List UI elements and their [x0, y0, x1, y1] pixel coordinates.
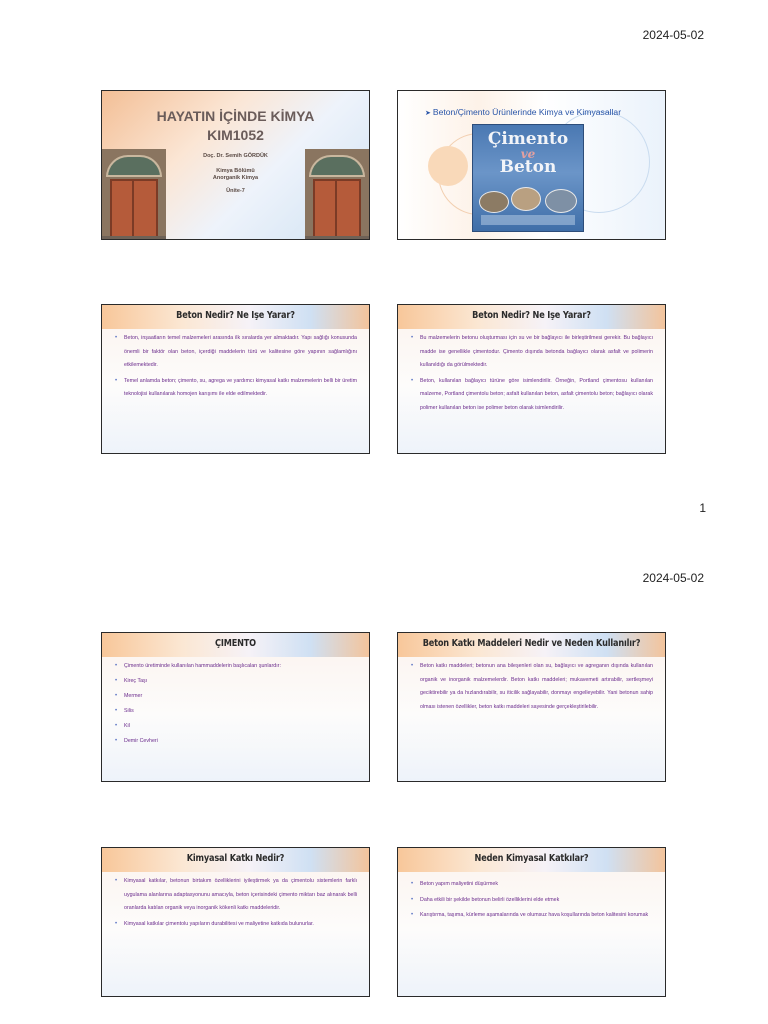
slide-cement-book	[397, 90, 666, 240]
slide-beton-katki	[397, 632, 666, 782]
slide-title	[101, 90, 370, 240]
page-number: 1	[699, 501, 706, 515]
slide-title: Kimyasal Katkı Nedir?	[186, 853, 285, 864]
bullet-list	[408, 878, 653, 925]
bullet-list	[112, 332, 357, 404]
list-item: • Mermer	[124, 690, 357, 703]
slide-beton-nedir-2	[397, 304, 666, 454]
list-item: • Çimento üretiminde kullanılan hammaddelerin başlıcaları şunlardır:	[124, 660, 357, 673]
slide-kimyasal-katki	[101, 847, 370, 997]
list-item: • Karıştırma, taşıma, kürleme aşamalarında ve olumsuz hava koşullarında beton kalitesini korumak	[420, 909, 653, 923]
slide-beton-nedir-1	[101, 304, 370, 454]
slide-cimento	[101, 632, 370, 782]
slide-neden-kimyasal	[397, 847, 666, 997]
book-cover-image: Çimento ve Beton	[472, 124, 584, 232]
list-item: • Kil	[124, 720, 357, 733]
page-date: 2024-05-02	[642, 28, 704, 42]
slide-title: Beton Nedir? Ne İşe Yarar?	[472, 310, 591, 321]
author-name: Doç. Dr. Semih GÖRDÜK	[203, 153, 268, 159]
slide-heading: ➤ Beton/Çimento Ürünlerinde Kimya ve Kimyasallar	[425, 107, 622, 117]
list-item: • Bu malzemelerin betonu oluşturması için su ve bir bağlayıcı ile birleştirilmesi gerekir. Bu bağlayıcı madde ise genellikle çimentodur. Çimento dışında betonda bağlayıcı olarak asfalt ve polimerin kullanıldığı da görülmektedir.	[420, 332, 653, 373]
course-title: HAYATIN İÇİNDE KİMYA KIM1052	[156, 108, 315, 143]
list-item: • Beton, inşaatların temel malzemeleri arasında ilk sıralarda yer almaktadır. Yapı sağlığı konusunda önemli bir faktör olan beton, içerdiği maddelerin türü ve kalitesine göre yapının sağlamlığını etkilemektedir.	[124, 332, 357, 373]
slide-title: Neden Kimyasal Katkılar?	[474, 853, 589, 864]
arrow-bullet-icon: ➤	[425, 110, 431, 117]
list-item: • Beton katkı maddeleri; betonun ana bileşenleri olan su, bağlayıcı ve agreganın dışında kullanılan organik ve inorganik malzemelerdir. Beton katkı maddeleri; mukavemeti artırabilir, sertleşmeyi geciktirebilir ya da hızlandırabilir, su iticilik sağlayabilir, donmayı engelleyebilir. Yani betonun sahip olması istenen özellikler, beton katkı maddeleri sayesinde gerçekleştirilebilir.	[420, 660, 653, 714]
bullet-list	[112, 660, 357, 750]
list-item: • Kimyasal katkılar çimentolu yapıların durabilitesi ve maliyetine katkıda bulunurlar.	[124, 918, 357, 932]
list-item: • Kimyasal katkılar, betonun birtakım özelliklerini iyileştirmek ya da çimentolu sistemlerin farklı uygulama alanlarına adaptasyonunu amacıyla, beton içerisindeki çimento miktarı baz alınarak belli oranlarda katılan organik veya inorganik kökenli katkı maddeleridir.	[124, 875, 357, 916]
list-item: • Temel anlamda beton; çimento, su, agrega ve yardımcı kimyasal katkı malzemelerin belli bir üretim teknolojisi kullanılarak homojen karışımı ile elde edilmektedir.	[124, 375, 357, 402]
page-date: 2024-05-02	[642, 571, 704, 585]
list-item: • Beton, kullanılan bağlayıcı türüne göre isimlendirilir. Örneğin, Portland çimentosu kullanılan malzeme, Portland çimentolu beton; asfalt kullanılan beton, asfalt çimentolu beton; bağlayıcı olarak polimer kullanılan beton ise polimer beton olarak isimlendirilir.	[420, 375, 653, 416]
list-item: • Beton yapım maliyetini düşürmek	[420, 878, 653, 892]
department: Kimya Bölümü Anorganik Kimya	[212, 168, 259, 181]
unit-label: Ünite-7	[226, 188, 245, 194]
list-item: • Daha etkili bir şekilde betonun belirli özelliklerini elde etmek	[420, 894, 653, 908]
bullet-list	[112, 875, 357, 933]
bullet-list	[408, 660, 653, 716]
slide-title: Beton Nedir? Ne İşe Yarar?	[176, 310, 295, 321]
bullet-list	[408, 332, 653, 417]
list-item: • Kireç Taşı	[124, 675, 357, 688]
list-item: • Demir Cevheri	[124, 735, 357, 748]
slide-title: ÇİMENTO	[215, 638, 256, 649]
list-item: • Silis	[124, 705, 357, 718]
slide-title: Beton Katkı Maddeleri Nedir ve Neden Kullanılır?	[422, 638, 641, 649]
